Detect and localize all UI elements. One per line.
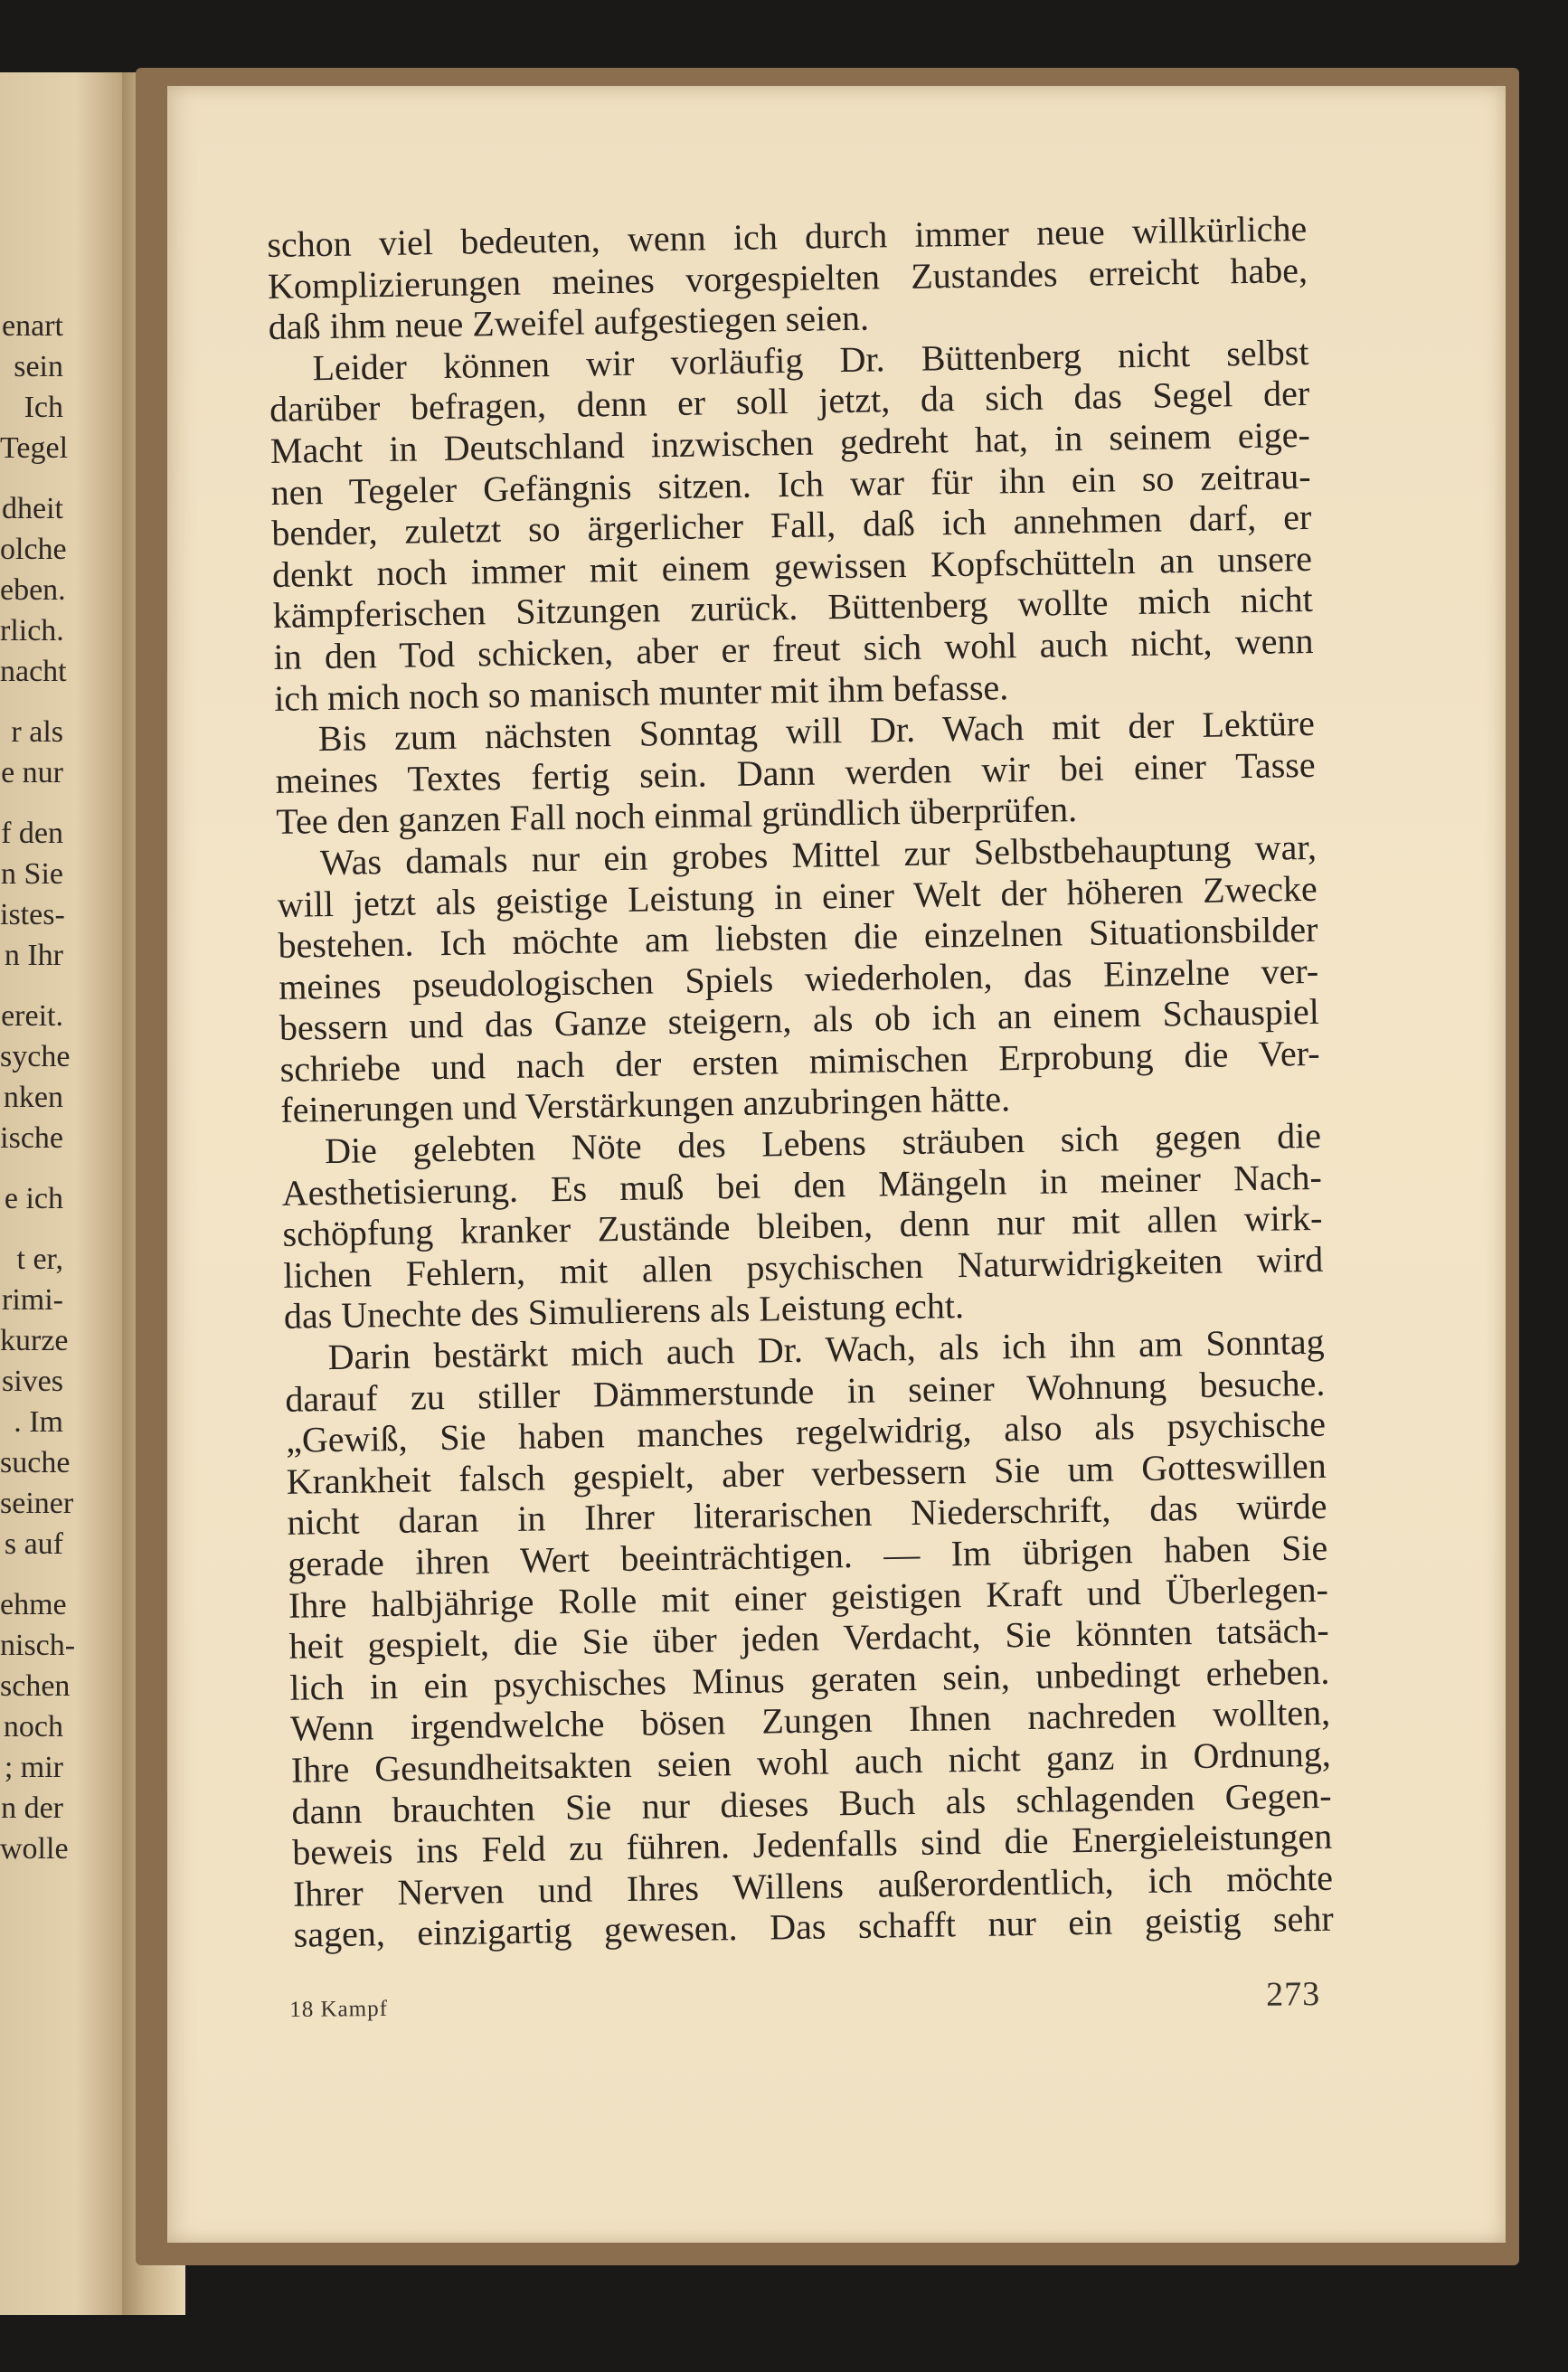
left-fragment-line: rlich. xyxy=(0,614,64,647)
text-line: Tee den ganzen Fall noch einmal gründlich überprüfen. xyxy=(276,789,1078,843)
text-line: nen Tegeler Gefängnis sitzen. Ich war für ihn ein so zeitrau- xyxy=(270,455,1311,513)
left-fragment-line: . Im xyxy=(14,1405,63,1439)
left-fragment-line: r als xyxy=(11,715,63,749)
fragment-gap xyxy=(0,1219,63,1239)
text-line: schriebe und nach der ersten mimischen Erprobung die Ver- xyxy=(279,1032,1320,1090)
fragment-gap xyxy=(0,976,63,996)
text-line: meines pseudologischen Spiels wiederholen, das Einzelne ver- xyxy=(278,950,1319,1007)
text-line: das Unechte des Simulierens als Leistung echt. xyxy=(283,1285,965,1337)
text-line: Darin bestärkt mich auch Dr. Wach, als ich ihn am Sonntag xyxy=(327,1320,1325,1378)
left-fragment-line: n der xyxy=(1,1791,63,1825)
left-fragment-line: dheit xyxy=(2,492,63,525)
left-fragment-line: nken xyxy=(3,1081,63,1114)
text-line: Leider können wir vorläufig Dr. Büttenberg nicht selbst xyxy=(312,331,1309,389)
text-line: „Gewiß, Sie haben manches regelwidrig, also als psychische xyxy=(285,1403,1327,1461)
text-line: Krankheit falsch gespielt, aber verbessern Sie um Gotteswillen xyxy=(286,1444,1327,1502)
left-fragment-line: seiner xyxy=(0,1487,74,1520)
left-fragment-line: eben. xyxy=(0,573,66,607)
left-page-fragments xyxy=(0,306,76,1869)
left-fragment-line: Tegel xyxy=(0,431,69,465)
left-fragment-line: kurze xyxy=(0,1324,69,1357)
text-line: meines Textes fertig sein. Dann werden wir bei einer Tasse xyxy=(275,743,1316,801)
left-fragment-line: e nur xyxy=(1,756,63,789)
left-fragment-line: t er, xyxy=(16,1243,63,1276)
text-line: Ihre Gesundheitsakten seien wohl auch nicht ganz in Ordnung, xyxy=(290,1733,1332,1791)
text-line: feinerungen und Verstärkungen anzubringen hätte. xyxy=(280,1078,1011,1131)
text-line: Was damals nur ein grobes Mittel zur Selbstbehauptung war, xyxy=(319,826,1318,884)
text-line: schöpfung kranker Zustände bleiben, denn nur mit allen wirk- xyxy=(282,1197,1323,1255)
left-fragment-line: nisch- xyxy=(0,1629,76,1662)
text-line: bessern und das Ganze steigern, als ob ich an einem Schauspiel xyxy=(279,991,1320,1049)
left-fragment-line: sives xyxy=(2,1365,63,1398)
page-text xyxy=(267,208,1334,1956)
left-fragment-line: ; mir xyxy=(4,1751,63,1784)
text-line: Wenn irgendwelche bösen Zungen Ihnen nachreden wollten, xyxy=(289,1692,1331,1750)
left-page xyxy=(0,72,136,2315)
fragment-gap xyxy=(0,468,63,488)
left-fragment-line: istes- xyxy=(0,898,65,931)
text-line: nicht daran in Ihrer literarischen Niederschrift, das würde xyxy=(287,1486,1327,1544)
left-fragment-line: e ich xyxy=(4,1182,63,1215)
fragment-gap xyxy=(0,1158,63,1178)
text-line: dann brauchten Sie nur dieses Buch als schlagenden Gegen- xyxy=(291,1774,1332,1832)
text-line: Komplizierungen meines vorgespielten Zustandes erreicht habe, xyxy=(267,249,1308,307)
left-fragment-line: ereit. xyxy=(1,999,63,1033)
text-line: Aesthetisierung. Es muß bei den Mängeln in meiner Nach- xyxy=(281,1156,1323,1214)
left-fragment-line: n Ihr xyxy=(4,939,63,972)
left-fragment-line: ehme xyxy=(0,1588,67,1621)
text-line: sagen, einzigartig gewesen. Das schafft nur ein geistig sehr xyxy=(293,1898,1334,1956)
left-fragment-line: sein xyxy=(14,350,63,383)
text-line: kämpferischen Sitzungen zurück. Büttenberg wollte mich nicht xyxy=(272,579,1314,637)
left-fragment-line: f den xyxy=(1,817,63,850)
text-line: schon viel bedeuten, wenn ich durch immer neue willkürliche xyxy=(267,207,1308,265)
text-line: darüber befragen, denn er soll jetzt, da sich das Segel der xyxy=(269,373,1310,430)
text-line: heit gespielt, die Sie über jeden Verdacht, Sie könnten tatsäch- xyxy=(288,1609,1329,1667)
left-fragment-line: rimi- xyxy=(2,1283,63,1317)
left-fragment-line: ische xyxy=(0,1121,63,1155)
text-line: lich in ein psychisches Minus geraten sein, unbedingt erheben. xyxy=(289,1650,1330,1708)
text-line: Ihre halbjährige Rolle mit einer geistigen Kraft und Überlegen- xyxy=(288,1568,1329,1626)
text-line: ich mich noch so manisch munter mit ihm befasse. xyxy=(273,666,1009,719)
text-line: gerade ihren Wert beeinträchtigen. — Im übrigen haben Sie xyxy=(287,1526,1328,1584)
left-fragment-line: noch xyxy=(3,1710,63,1744)
left-fragment-line: n Sie xyxy=(1,857,63,891)
text-line: darauf zu stiller Dämmerstunde in seiner Wohnung besuche. xyxy=(285,1362,1326,1420)
left-fragment-line: olche xyxy=(0,533,67,566)
page-number: 273 xyxy=(1265,1975,1321,2014)
fragment-gap xyxy=(0,692,63,712)
left-fragment-line: suche xyxy=(0,1446,71,1479)
text-line: Ihrer Nerven und Ihres Willens außerordentlich, ich möchte xyxy=(292,1857,1334,1914)
text-line: lichen Fehlern, mit allen psychischen Naturwidrigkeiten wird xyxy=(282,1238,1324,1296)
text-line: beweis ins Feld zu führen. Jedenfalls sind die Energieleistungen xyxy=(291,1815,1333,1873)
text-line: Macht in Deutschland inzwischen gedreht hat, in seinem eige- xyxy=(269,413,1311,471)
left-fragment-line: schen xyxy=(0,1669,71,1703)
page-footer xyxy=(289,1974,1321,2039)
left-fragment-line: nacht xyxy=(0,655,67,688)
signature-mark: 18 Kampf xyxy=(289,1996,389,2022)
text-line: Die gelebten Nöte des Lebens sträuben sich gegen die xyxy=(324,1114,1322,1172)
left-fragment-line: s auf xyxy=(4,1527,63,1561)
left-fragment-line: enart xyxy=(2,309,63,343)
text-line: bestehen. Ich möchte am liebsten die einzelnen Situationsbilder xyxy=(278,908,1318,966)
text-line: bender, zuletzt so ärgerlicher Fall, daß ich annehmen darf, er xyxy=(271,496,1312,554)
left-fragment-line: Ich xyxy=(24,391,63,424)
text-line: daß ihm neue Zweifel aufgestiegen seien. xyxy=(268,297,870,348)
text-line: denkt noch immer mit einem gewissen Kopfschütteln an unsere xyxy=(271,537,1313,595)
fragment-gap xyxy=(0,1564,63,1584)
text-line: Bis zum nächsten Sonntag will Dr. Wach mit der Lektüre xyxy=(317,702,1316,760)
text-line: in den Tod schicken, aber er freut sich wohl auch nicht, wenn xyxy=(273,619,1314,677)
fragment-gap xyxy=(0,793,63,813)
left-fragment-line: syche xyxy=(0,1040,71,1073)
left-fragment-line: wolle xyxy=(0,1832,69,1866)
text-line: will jetzt als geistige Leistung in einer Welt der höheren Zwecke xyxy=(277,867,1318,925)
